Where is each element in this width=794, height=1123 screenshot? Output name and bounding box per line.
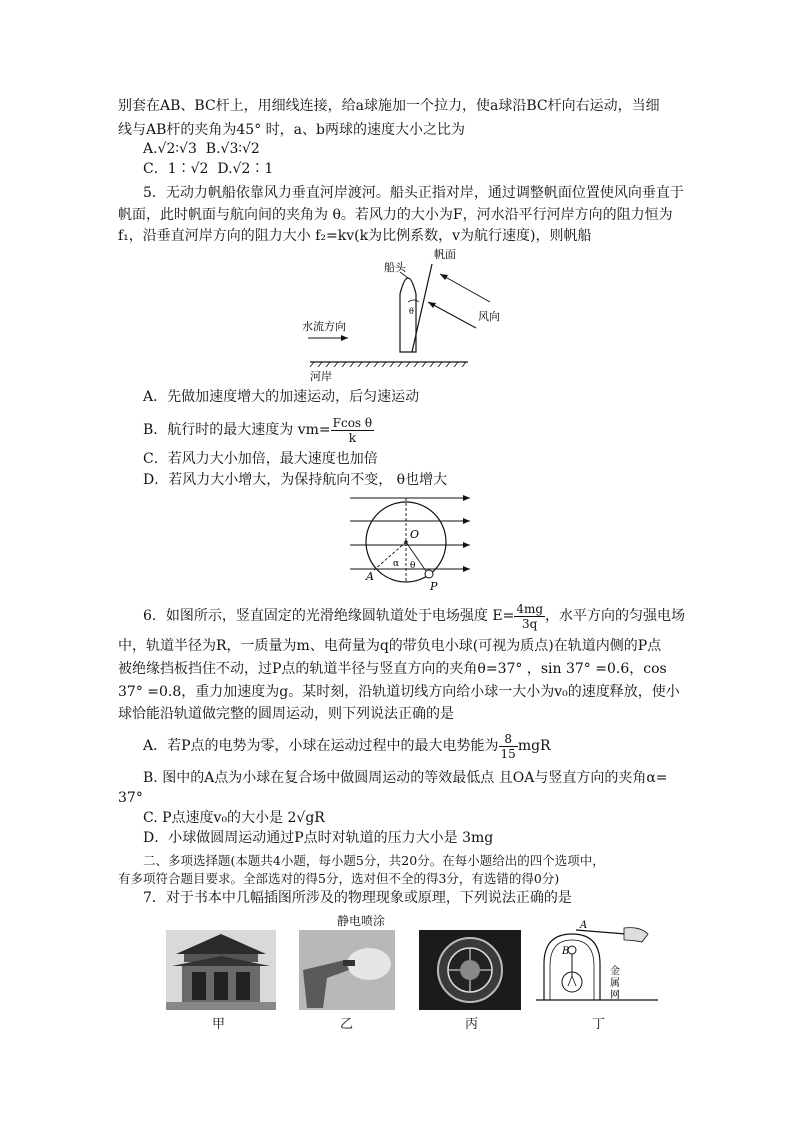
q7-image-ding-electroscope xyxy=(536,920,664,1010)
q4-option-d: D.√2∶1 xyxy=(217,161,274,177)
q4-line-2: 线与AB杆的夹角为45° 时，a、b两球的速度大小之比为 xyxy=(118,122,465,138)
q6-option-a-text: A．若P点的电势为零，小球在运动过程中的最大电势能为 xyxy=(143,738,499,754)
q6-line-3: 被绝缘挡板挡住不动，过P点的轨道半径与竖直方向的夹角θ=37° ，sin 37° =0.6，cos xyxy=(118,661,667,677)
q4-line-1: 别套在AB、BC杆上，用细线连接，给a球施加一个拉力，使a球沿BC杆向右运动，当细 xyxy=(118,98,660,114)
q6-label-o: O xyxy=(410,528,420,541)
q5-option-b-text: B．航行时的最大速度为 vm= xyxy=(143,422,331,438)
q6-option-a xyxy=(143,728,551,764)
q7-image-ding-label-a: A xyxy=(580,920,588,931)
q5-option-a: A．先做加速度增大的加速运动，后匀速运动 xyxy=(143,389,420,405)
q6-field-fraction xyxy=(514,602,545,631)
q7-caption-yi: 乙 xyxy=(340,1017,354,1032)
q4-option-a: A.√2∶√3 xyxy=(143,141,197,157)
q6-option-b-line-2: 37° xyxy=(118,790,143,806)
q7-image-yi-label: 静电喷涂 xyxy=(337,914,386,928)
q7-image-ding-label-mesh xyxy=(610,964,623,1001)
q5-sailboat-figure xyxy=(300,244,520,384)
q6-option-a-numerator: 8 xyxy=(499,732,518,747)
q4-options-row-2 xyxy=(143,159,273,179)
q7-mesh-char-2: 属 xyxy=(610,978,620,989)
q7-caption-ding: 丁 xyxy=(592,1017,606,1032)
q5-option-b-fraction xyxy=(331,416,374,445)
q7-image-yi-spray xyxy=(299,930,395,1010)
section-2-line-1: 二、多项选择题(本题共4小题，每小题5分，共20分。在每小题给出的四个选项中， xyxy=(143,853,605,868)
q5-line-3: f₁，沿垂直河岸方向的阻力大小 f₂=kv(k为比例系数，v为航行速度)，则帆船 xyxy=(118,228,592,244)
q6-option-b-line-1: B. 图中的A点为小球在复合场中做圆周运动的等效最低点 且OA与竖直方向的夹角α= xyxy=(143,770,668,786)
q7-line-1: 7．对于书本中几幅插图所涉及的物理现象或原理，下列说法正确的是 xyxy=(143,890,572,906)
q5-label-theta: θ xyxy=(409,307,414,316)
q5-line-1: 5．无动力帆船依靠风力垂直河岸渡河。船头正指对岸，通过调整帆面位置使风向垂直于 xyxy=(143,185,684,201)
q7-image-jia-pavilion xyxy=(166,930,276,1010)
q5-label-bank: 河岸 xyxy=(310,370,332,383)
q6-option-c: C. P点速度v₀的大小是 2√gR xyxy=(143,810,325,826)
q6-line-5: 球恰能沿轨道做完整的圆周运动，则下列说法正确的是 xyxy=(118,706,454,722)
q7-mesh-char-1: 金 xyxy=(610,966,620,977)
q6-field-denominator: 3q xyxy=(522,616,538,631)
q6-option-a-fraction xyxy=(499,732,518,761)
q5-label-wind: 风向 xyxy=(478,310,500,323)
q6-label-p: P xyxy=(430,580,438,593)
q7-image-ding-label-b: B xyxy=(562,946,570,957)
q6-circle-figure xyxy=(344,490,474,594)
q5-option-c: C．若风力大小加倍，最大速度也加倍 xyxy=(143,451,378,467)
q6-line-2: 中，轨道半径为R，一质量为m、电荷量为q的带负电小球(可视为质点)在轨道内侧的P点 xyxy=(118,638,662,654)
q6-option-a-denominator: 15 xyxy=(500,746,516,761)
q4-option-b: B.√3∶√2 xyxy=(205,141,260,157)
q7-mesh-char-3: 网 xyxy=(610,990,620,1001)
q5-label-bow: 船头 xyxy=(384,261,406,274)
q4-option-c: C．1∶√2 xyxy=(143,161,209,177)
q6-line-1-pre: 6．如图所示，竖直固定的光滑绝缘圆轨道处于电场强度 E= xyxy=(143,608,515,624)
q6-line-4: 37° =0.8，重力加速度为g。某时刻，沿轨道切线方向给小球一大小为v₀的速度释放，使小 xyxy=(118,684,680,700)
q6-label-a: A xyxy=(366,570,374,583)
q5-label-sail: 帆面 xyxy=(434,248,456,261)
q5-option-b-numerator: Fcos θ xyxy=(332,415,373,430)
q6-label-theta: θ xyxy=(410,561,416,571)
q5-option-d: D．若风力大小增大，为保持航向不变， θ也增大 xyxy=(143,472,448,488)
q6-line-1-post: ，水平方向的匀强电场 xyxy=(545,608,686,624)
q6-label-alpha: α xyxy=(393,559,400,569)
q6-option-a-post: mgR xyxy=(517,738,551,754)
q4-options-row-1 xyxy=(143,139,260,159)
q7-caption-jia: 甲 xyxy=(212,1017,226,1032)
q7-image-bing-burner xyxy=(419,930,521,1010)
q7-caption-bing: 丙 xyxy=(465,1017,479,1032)
q5-option-b-denominator: k xyxy=(348,430,357,445)
q6-field-numerator: 4mg xyxy=(516,601,544,616)
section-2-line-2: 有多项符合题目要求。全部选对的得5分，选对但不全的得3分，有选错的得0分) xyxy=(118,871,560,886)
q5-line-2: 帆面，此时帆面与航向间的夹角为 θ。若风力的大小为F，河水沿平行河岸方向的阻力恒为 xyxy=(118,207,673,223)
q6-option-d: D．小球做圆周运动通过P点时对轨道的压力大小是 3mg xyxy=(143,830,494,846)
q6-line-1 xyxy=(143,598,685,634)
q5-label-flow: 水流方向 xyxy=(302,320,346,333)
q5-option-b xyxy=(143,412,374,448)
